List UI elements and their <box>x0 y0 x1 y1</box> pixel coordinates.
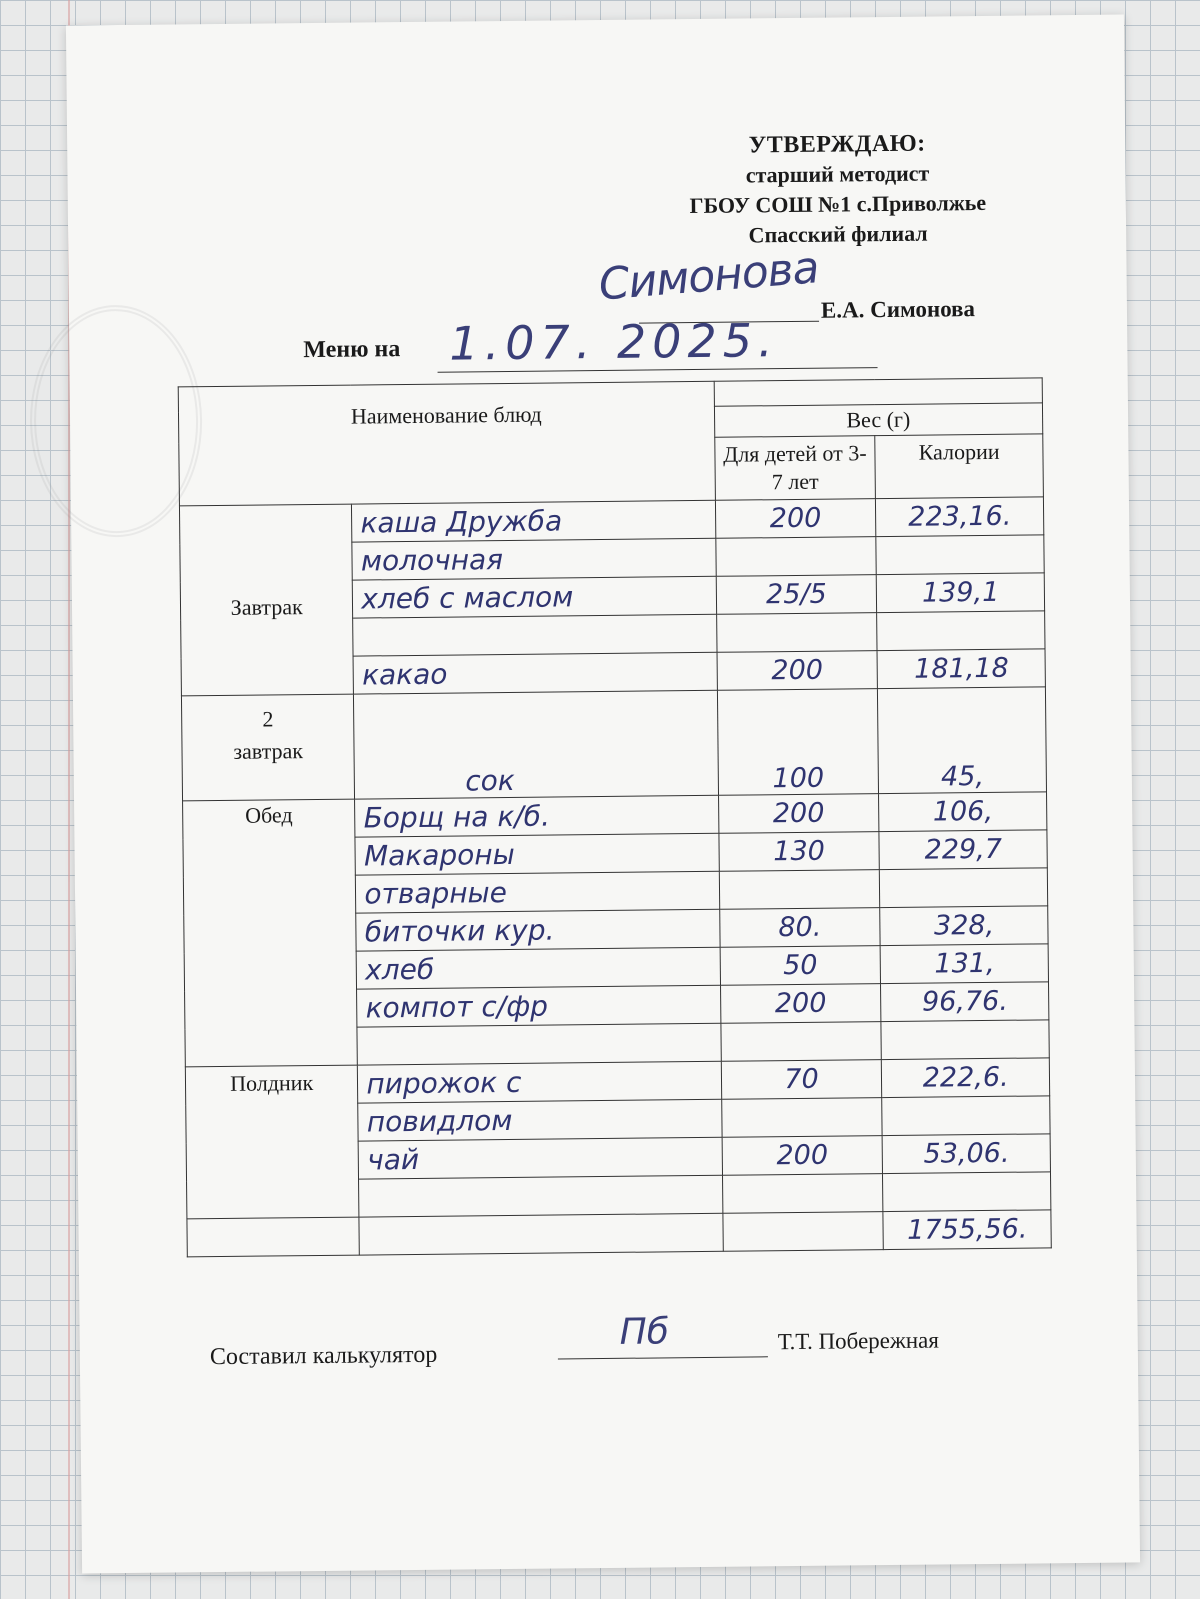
weight-cell: 100 <box>717 689 879 796</box>
weight-cell: 50 <box>720 946 881 986</box>
menu-title-label: Меню на <box>303 336 401 364</box>
dish-cell: Борщ на к/б. <box>355 795 719 837</box>
calories-cell: 96,76. <box>881 982 1049 1022</box>
calories-cell: 131, <box>881 944 1049 984</box>
calories-cell <box>876 535 1044 575</box>
total-empty-cell <box>722 1212 883 1252</box>
calories-cell: 222,6. <box>882 1058 1050 1098</box>
weight-cell: 25/5 <box>716 575 877 615</box>
meal-snack: Полдник <box>185 1065 359 1219</box>
calories-cell: 223,16. <box>876 497 1044 537</box>
header-weight: Вес (г) <box>714 403 1043 437</box>
compiler-name: Т.Т. Побережная <box>777 1327 940 1355</box>
dish-cell: компот с/фр <box>357 985 721 1027</box>
meal-second-breakfast <box>181 694 354 801</box>
calories-cell <box>877 611 1045 651</box>
weight-cell: 70 <box>721 1060 882 1100</box>
dish-cell: Макароны <box>355 833 719 875</box>
total-calories: 1755,56. <box>883 1210 1051 1250</box>
dish-cell: отварные <box>356 871 720 913</box>
calories-cell <box>880 868 1048 908</box>
weight-cell: 200 <box>715 499 876 539</box>
header-children: Для детей от 3-7 лет <box>714 436 876 501</box>
approval-heading: УТВЕРЖДАЮ: <box>748 130 926 159</box>
dish-cell <box>357 1023 721 1065</box>
calories-cell <box>881 1020 1049 1060</box>
approval-block <box>627 127 1048 251</box>
dish-cell: пирожок с <box>358 1061 722 1103</box>
meal-breakfast: Завтрак <box>179 504 353 696</box>
meal-second-breakfast-label: завтрак <box>233 738 304 764</box>
weight-cell <box>719 870 880 910</box>
dish-cell: чай <box>358 1137 722 1179</box>
dish-cell: биточки кур. <box>356 909 720 951</box>
calories-cell: 53,06. <box>883 1134 1051 1174</box>
weight-cell: 200 <box>722 1136 883 1176</box>
weight-cell: 200 <box>718 794 879 834</box>
dish-cell: хлеб с маслом <box>353 576 717 618</box>
dish-cell: сок <box>354 690 718 799</box>
calories-cell: 181,18 <box>877 649 1045 689</box>
calories-cell: 106, <box>879 792 1047 832</box>
dish-cell: повидлом <box>358 1099 722 1141</box>
approval-position: старший методист <box>745 160 930 188</box>
approval-signer: Е.А. Симонова <box>820 296 976 323</box>
dish-cell <box>353 614 717 656</box>
header-dish: Наименование блюд <box>178 381 715 506</box>
weight-cell: 200 <box>720 984 881 1024</box>
dish-cell: какао <box>353 652 717 694</box>
weight-cell <box>720 1022 881 1062</box>
total-empty-cell <box>359 1213 723 1255</box>
compiled-by-label: Составил калькулятор <box>209 1341 438 1371</box>
menu-document <box>66 15 1140 1574</box>
weight-cell <box>721 1098 882 1138</box>
meal-second-breakfast-num: 2 <box>262 706 274 732</box>
weight-cell <box>716 613 877 653</box>
weight-cell <box>715 537 876 577</box>
weight-cell: 200 <box>717 651 878 691</box>
compiler-signature-line <box>558 1356 768 1359</box>
weight-cell <box>722 1174 883 1214</box>
total-row <box>187 1210 1051 1257</box>
weight-cell: 130 <box>718 832 879 872</box>
dish-cell: каша Дружба <box>352 500 716 542</box>
calories-cell: 229,7 <box>879 830 1047 870</box>
approval-school: ГБОУ СОШ №1 с.Приволжье <box>689 189 987 219</box>
compiler-signature: Пб <box>619 1311 670 1353</box>
menu-table <box>178 377 1052 1257</box>
weight-cell: 80. <box>719 908 880 948</box>
header-weight-spacer <box>714 378 1043 406</box>
dish-cell <box>359 1175 723 1217</box>
dish-cell: молочная <box>352 538 716 580</box>
total-empty-cell <box>187 1217 360 1257</box>
calories-cell: 139,1 <box>877 573 1045 613</box>
meal-lunch: Обед <box>183 799 358 1067</box>
header-calories: Калории <box>875 434 1043 499</box>
calories-cell <box>882 1096 1050 1136</box>
dish-cell: хлеб <box>357 947 721 989</box>
calories-cell: 45, <box>878 687 1047 794</box>
table-row <box>181 687 1046 801</box>
menu-date: 1.07. 2025. <box>448 313 779 371</box>
approval-branch: Спасский филиал <box>748 220 928 248</box>
calories-cell: 328, <box>880 906 1048 946</box>
calories-cell <box>883 1172 1051 1212</box>
approval-signature: Симонова <box>596 242 821 311</box>
